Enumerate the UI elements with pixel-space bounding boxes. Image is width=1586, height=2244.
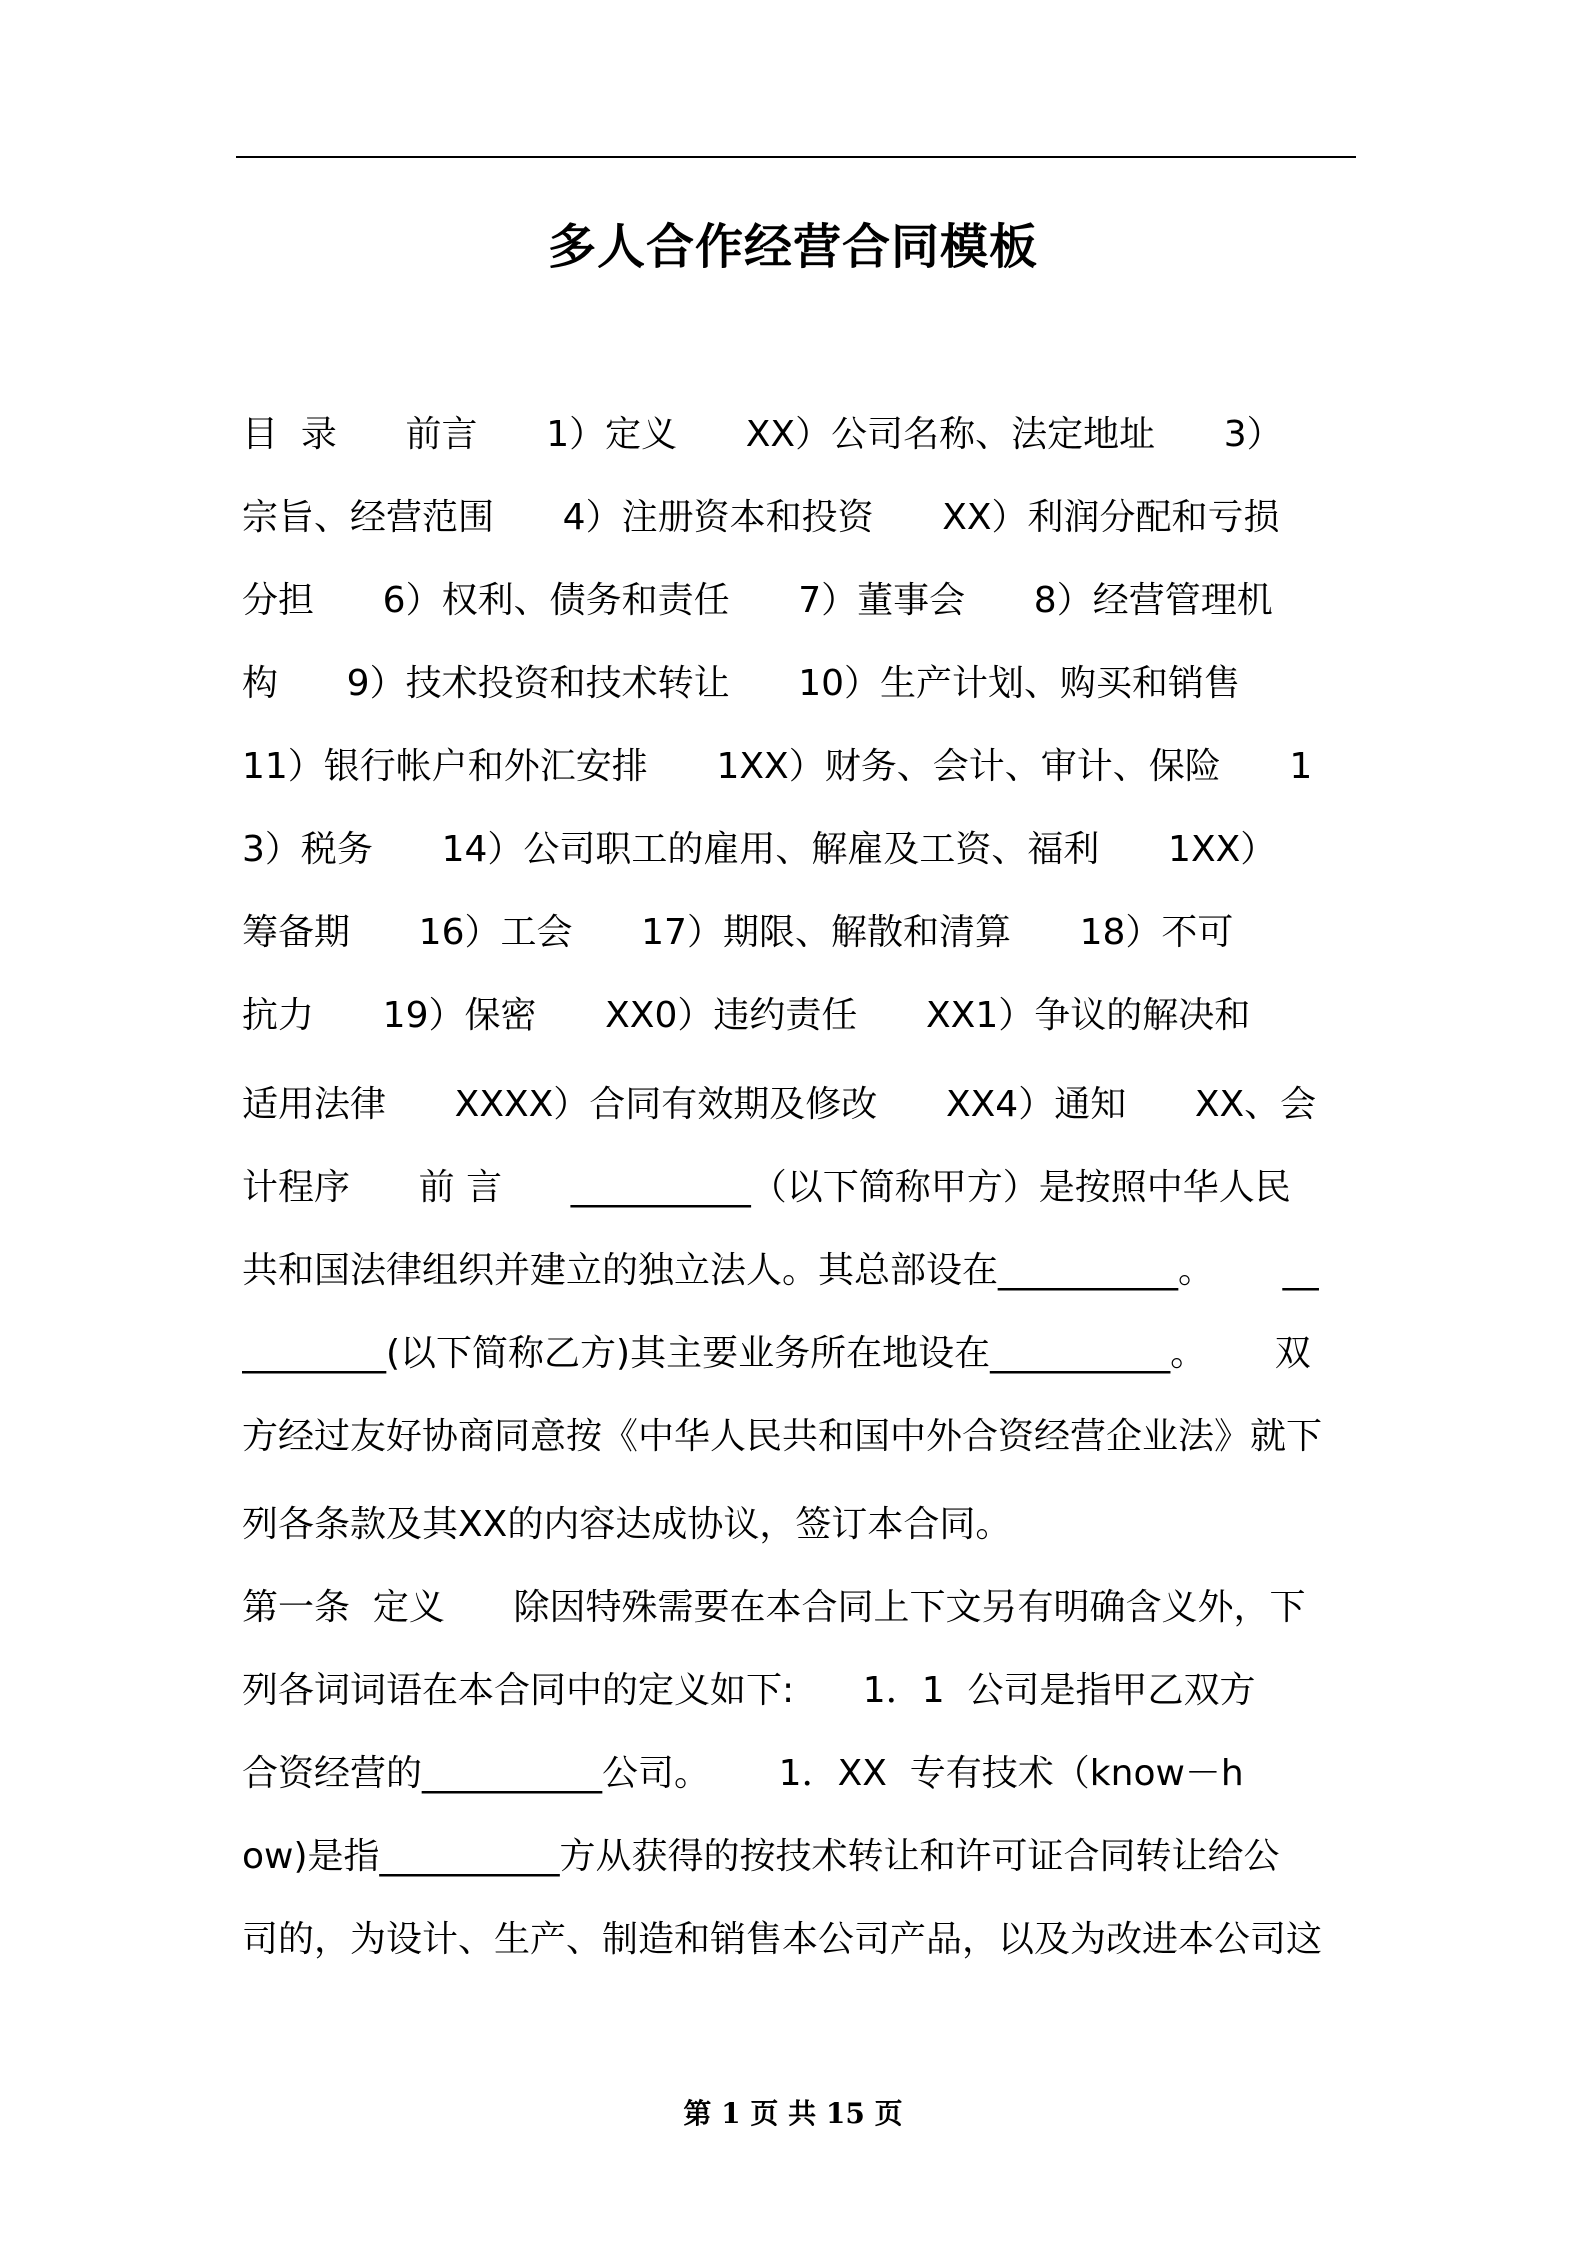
body-line: 目 录 前言 1）定义 XX）公司名称、法定地址 3） [242, 414, 1283, 455]
body-line: 11）银行帐户和外汇安排 1XX）财务、会计、审计、保险 1 [242, 746, 1313, 787]
page-number-footer: 第 1 页 共 15 页 [683, 2097, 903, 2130]
body-line: ow)是指__________方从获得的按技术转让和许可证合同转让给公 [242, 1836, 1280, 1877]
document-title: 多人合作经营合同模板 [547, 219, 1038, 275]
body-line: 列各条款及其XX的内容达成协议，签订本合同。 [242, 1504, 1012, 1545]
body-line: 筹备期 16）工会 17）期限、解散和清算 18）不可 [242, 912, 1234, 953]
body-line: 共和国法律组织并建立的独立法人。其总部设在__________。 __ [242, 1250, 1319, 1291]
body-line: 计程序 前 言 __________（以下简称甲方）是按照中华人民 [242, 1167, 1291, 1208]
body-line: 抗力 19）保密 XX0）违约责任 XX1）争议的解决和 [242, 995, 1251, 1036]
body-line: ________(以下简称乙方)其主要业务所在地设在__________。 双 [242, 1333, 1311, 1374]
body-line: 司的，为设计、生产、制造和销售本公司产品，以及为改进本公司这 [242, 1919, 1323, 1960]
body-line: 合资经营的__________公司。 1．XX 专有技术（know－h [242, 1753, 1244, 1794]
body-line: 分担 6）权利、债务和责任 7）董事会 8）经营管理机 [242, 580, 1273, 621]
body-line: 宗旨、经营范围 4）注册资本和投资 XX）利润分配和亏损 [242, 497, 1280, 538]
body-line: 列各词词语在本合同中的定义如下: 1．1 公司是指甲乙双方 [242, 1670, 1256, 1711]
header-rule [236, 156, 1356, 158]
body-line: 适用法律 XXXX）合同有效期及修改 XX4）通知 XX、会 [242, 1084, 1317, 1125]
body-line: 3）税务 14）公司职工的雇用、解雇及工资、福利 1XX） [242, 829, 1277, 870]
body-line: 构 9）技术投资和技术转让 10）生产计划、购买和销售 [242, 663, 1241, 704]
body-line: 方经过友好协商同意按《中华人民共和国中外合资经营企业法》就下 [242, 1416, 1323, 1457]
body-line: 第一条 定义 除因特殊需要在本合同上下文另有明确含义外，下 [242, 1587, 1306, 1628]
